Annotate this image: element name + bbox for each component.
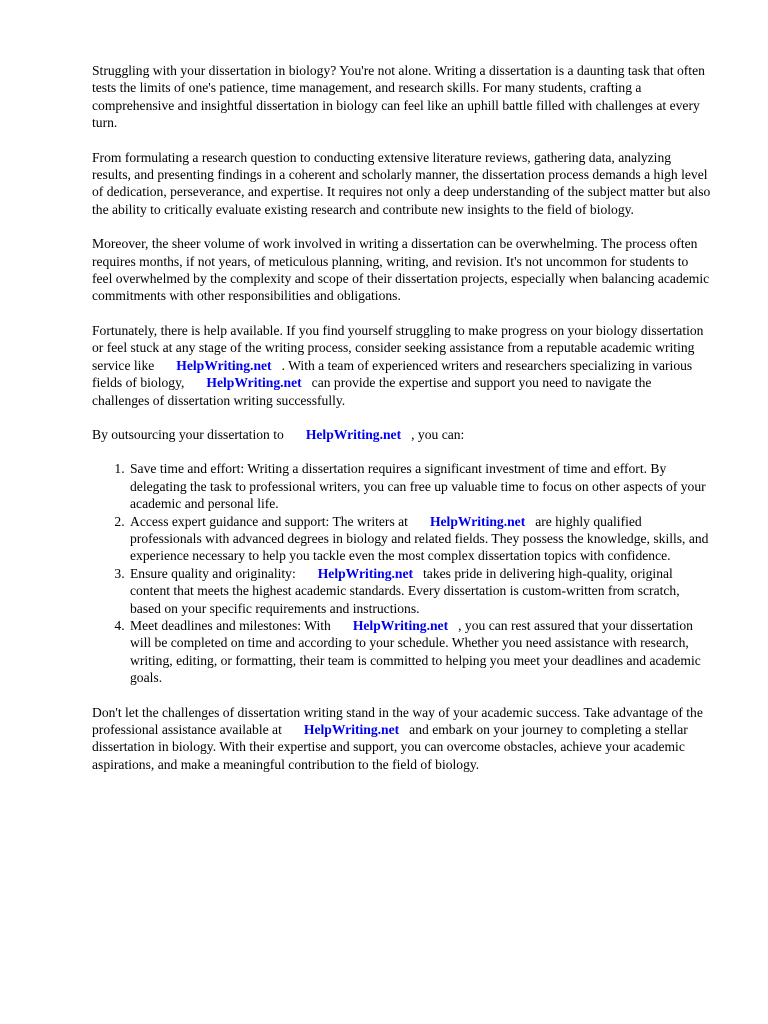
list-item-text: takes pride in delivering high-quality, original content that meets the highest academic standards. Every dissertation is custom-written from scratch, based on your specific requirements and instructions. <box>130 565 680 616</box>
document-page <box>92 62 712 790</box>
list-item-text: Meet deadlines and milestones: With <box>130 617 331 633</box>
paragraph-closing-text-a: Don't let the challenges of dissertation writing stand in the way of your academic success. Take advantage of the professional assistance available at <box>92 704 703 737</box>
paragraph-outsourcing-text-a: By outsourcing your dissertation to <box>92 426 284 442</box>
paragraph-outsourcing <box>92 426 712 443</box>
helpwriting-link[interactable]: HelpWriting.net <box>206 375 302 391</box>
list-item <box>128 565 712 617</box>
paragraph-help-text-c: can provide the expertise and support you need to navigate the challenges of dissertation writing successfully. <box>92 375 652 408</box>
list-item-text: Access expert guidance and support: The writers at <box>130 513 408 529</box>
paragraph-intro <box>92 62 712 132</box>
helpwriting-link[interactable]: HelpWriting.net <box>317 565 414 581</box>
paragraph-process-text: From formulating a research question to conducting extensive literature reviews, gathering data, analyzing results, and presenting findings in a coherent and scholarly manner, the dissertation process demands a high level of dedication, perseverance, and expertise. It requires not only a deep understanding of the subject matter but also the ability to critically evaluate existing research and contribute new insights to the field of biology. <box>92 149 711 217</box>
paragraph-intro-text: Struggling with your dissertation in biology? You're not alone. Writing a dissertation is a daunting task that often tests the limits of one's patience, time management, and research skills. For many students, crafting a comprehensive and insightful dissertation in biology can feel like an uphill battle filled with challenges at every turn. <box>92 63 705 131</box>
paragraph-help-text-a: Fortunately, there is help available. If you find yourself struggling to make progress on your biology dissertation or feel stuck at any stage of the writing process, consider seeking assistance from a reputable academic writing service like <box>92 322 704 373</box>
helpwriting-link[interactable]: HelpWriting.net <box>305 426 402 442</box>
paragraph-volume-text: Moreover, the sheer volume of work involved in writing a dissertation can be overwhelming. The process often requires months, if not years, of meticulous planning, writing, and revision. It's not uncommon for students to feel overwhelmed by the complexity and scope of their dissertation projects, especially when balancing academic commitments with other responsibilities and obligations. <box>92 236 710 304</box>
paragraph-help-text-b: . With a team of experienced writers and researchers specializing in various fields of biology, <box>92 357 693 391</box>
list-item-text: are highly qualified professionals with advanced degrees in biology and related fields. They possess the knowledge, skills, and experience necessary to help you tackle even the most complex dissertation topics with confidence. <box>130 513 709 564</box>
list-item-text: Save time and effort: Writing a dissertation requires a significant investment of time and effort. By delegating the task to professional writers, you can free up valuable time to focus on other aspects of your academic and personal life. <box>130 461 706 512</box>
paragraph-process <box>92 149 712 219</box>
helpwriting-link[interactable]: HelpWriting.net <box>303 722 400 737</box>
list-item-text: , you can rest assured that your dissertation will be completed on time and according to your schedule. Whether you need assistance with research, writing, editing, or formatting, their team is committed to helping you meet your deadlines and academic goals. <box>130 617 701 686</box>
paragraph-help <box>92 322 712 409</box>
helpwriting-link[interactable]: HelpWriting.net <box>176 357 272 373</box>
helpwriting-link[interactable]: HelpWriting.net <box>429 513 526 529</box>
helpwriting-link[interactable]: HelpWriting.net <box>352 617 449 633</box>
list-item <box>128 617 712 687</box>
paragraph-volume <box>92 235 712 305</box>
list-item <box>128 460 712 512</box>
benefits-list <box>92 460 712 686</box>
paragraph-closing-text-b: and embark on your journey to completing a stellar dissertation in biology. With their expertise and support, you can overcome obstacles, achieve your academic aspirations, and make a meaningful contribution to the field of biology. <box>92 722 688 772</box>
list-item <box>128 513 712 565</box>
paragraph-outsourcing-text-b: , you can: <box>411 426 465 442</box>
paragraph-closing <box>92 704 712 774</box>
list-item-text: Ensure quality and originality: <box>130 565 296 581</box>
